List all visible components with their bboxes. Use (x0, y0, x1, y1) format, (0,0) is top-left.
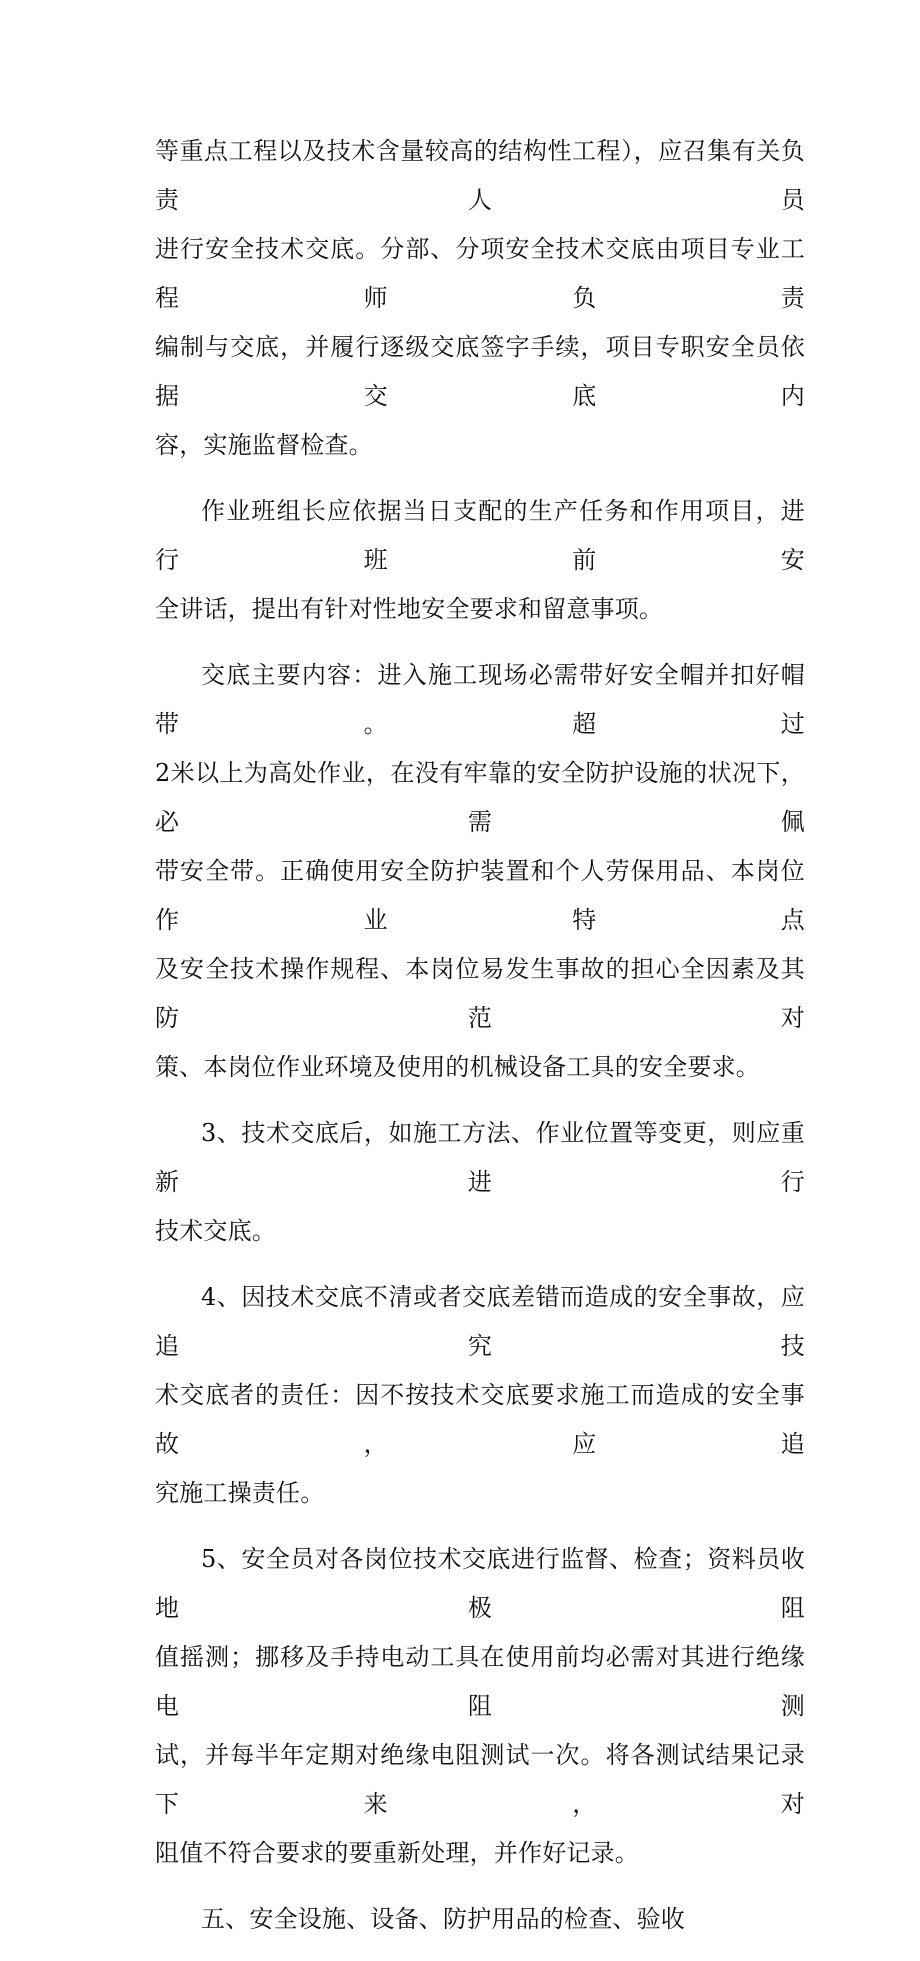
paragraph-6 (155, 1535, 805, 1878)
paragraph-5 (155, 1273, 805, 1518)
document-body (155, 127, 805, 1961)
text-line: 技术交底。 (155, 1217, 276, 1245)
section-heading (155, 1895, 805, 1944)
text-line: 究施工操责任。 (155, 1479, 325, 1507)
text-line: 交底主要内容：进入施工现场必需带好安全帽并扣好帽带。超过 (155, 661, 805, 738)
text-line: 2米以上为高处作业，在没有牢靠的安全防护设施的状况下，必需佩 (155, 759, 805, 836)
text-line: 值摇测；挪移及手持电动工具在使用前均必需对其进行绝缘电阻测 (155, 1643, 805, 1720)
text-line: 阻值不符合要求的要重新处理，并作好记录。 (155, 1839, 639, 1867)
paragraph-2 (155, 487, 805, 634)
paragraph-1 (155, 127, 805, 470)
paragraph-4 (155, 1109, 805, 1256)
text-line: 4、因技术交底不清或者交底差错而造成的安全事故，应追究技 (155, 1283, 805, 1360)
text-line: 及安全技术操作规程、本岗位易发生事故的担心全因素及其防范对 (155, 955, 805, 1032)
text-line: 带安全带。正确使用安全防护装置和个人劳保用品、本岗位作业特点 (155, 857, 805, 934)
paragraph-3 (155, 651, 805, 1092)
text-line: 试，并每半年定期对绝缘电阻测试一次。将各测试结果记录下来，对 (155, 1741, 805, 1818)
text-line: 作业班组长应依据当日支配的生产任务和作用项目，进行班前安 (155, 497, 805, 574)
text-line: 编制与交底，并履行逐级交底签字手续，项目专职安全员依据交底内 (155, 333, 805, 410)
text-line: 策、本岗位作业环境及使用的机械设备工具的安全要求。 (155, 1053, 760, 1081)
text-line: 5、安全员对各岗位技术交底进行监督、检查；资料员收地极阻 (155, 1545, 805, 1622)
text-line: 全讲话，提出有针对性地安全要求和留意事项。 (155, 595, 664, 623)
text-line: 术交底者的责任：因不按技术交底要求施工而造成的安全事故，应追 (155, 1381, 805, 1458)
text-line: 进行安全技术交底。分部、分项安全技术交底由项目专业工程师负责 (155, 235, 805, 312)
text-line: 等重点工程以及技术含量较高的结构性工程），应召集有关负责人员 (155, 137, 805, 214)
text-line: 五、安全设施、设备、防护用品的检查、验收 (201, 1905, 685, 1933)
text-line: 容，实施监督检查。 (155, 431, 373, 459)
text-line: 3、技术交底后，如施工方法、作业位置等变更，则应重新进行 (155, 1119, 805, 1196)
